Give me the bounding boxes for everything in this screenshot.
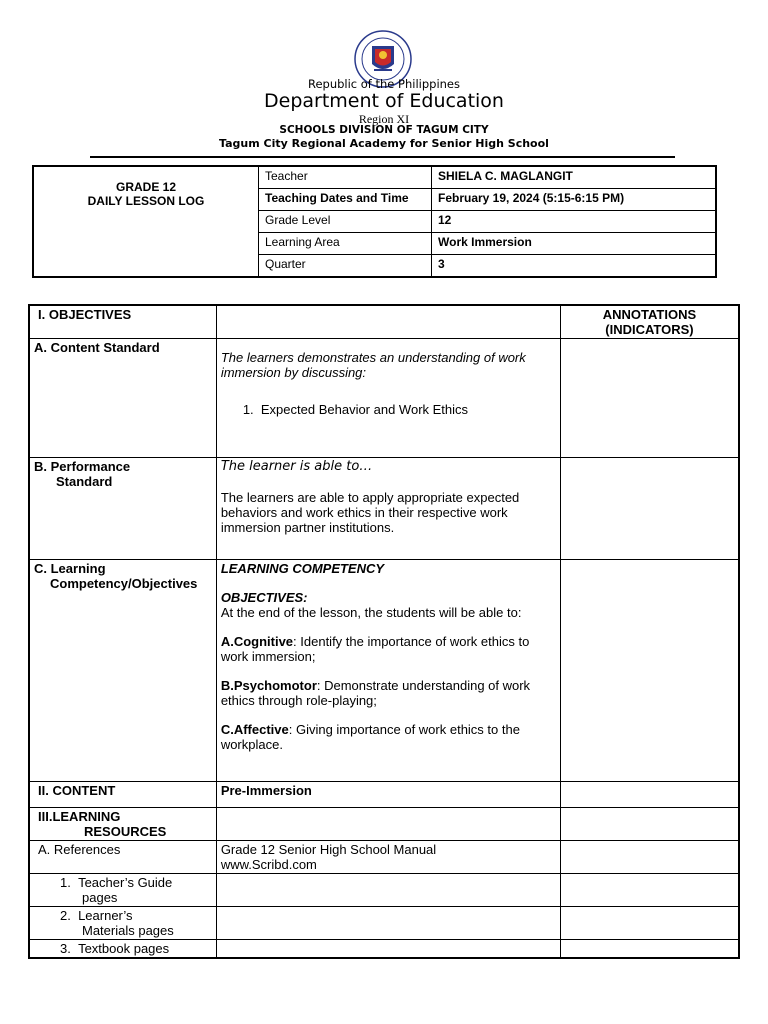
objectives-intro: At the end of the lesson, the students will be able to: [220, 605, 522, 620]
performance-text: The learners are able to apply appropriate expected behaviors and work ethics in their respective work immersion partner institutions. [220, 490, 520, 535]
info-value: February 19, 2024 (5:15-6:15 PM) [432, 189, 717, 211]
competency-heading: LEARNING COMPETENCY [220, 561, 385, 576]
department-title: Department of Education [264, 90, 504, 112]
objectives-blank-cell [216, 305, 560, 339]
content-value: Pre-Immersion [216, 782, 560, 808]
region-text: Region XI [358, 112, 410, 126]
annotations-header: ANNOTATIONS (INDICATORS) [560, 305, 739, 339]
resource-value-cell [216, 874, 560, 907]
info-label: Teaching Dates and Time [259, 189, 432, 211]
grade-log-cell [33, 166, 259, 277]
content-label: II. CONTENT [29, 782, 216, 808]
performance-lead: The learner is able to… [220, 459, 373, 474]
competency-cell [216, 560, 560, 782]
objectives-label: I. OBJECTIVES [29, 305, 216, 339]
content-standard-cell [216, 339, 560, 458]
grade-label: GRADE 12 [115, 180, 177, 194]
info-label: Quarter [259, 255, 432, 278]
resource-item: 3. Textbook pages [29, 940, 216, 959]
content-standard-text: The learners demonstrates an understanding of work immersion by discussing: [220, 350, 526, 380]
references-value: Grade 12 Senior High School Manual www.Scribd.com [216, 841, 560, 874]
affective-objective: C.Affective: Giving importance of work ethics to the workplace. [220, 722, 520, 752]
annotation-cell [560, 907, 739, 940]
cognitive-objective: A.Cognitive: Identify the importance of work ethics to work immersion; [220, 634, 530, 664]
header-divider [90, 156, 675, 158]
annotation-cell [560, 808, 739, 841]
republic-text: Republic of the Philippines [307, 77, 461, 91]
info-label: Learning Area [259, 233, 432, 255]
school-name: Tagum City Regional Academy for Senior High School [219, 137, 549, 150]
annotation-cell [560, 560, 739, 782]
lesson-info-table [32, 165, 717, 278]
annotation-cell [560, 339, 739, 458]
annotation-cell [560, 940, 739, 959]
lesson-plan-table [28, 304, 740, 959]
resource-item: 2. Learner’s Materials pages [29, 907, 216, 940]
content-standard-item: 1. Expected Behavior and Work Ethics [242, 402, 469, 417]
resource-value-cell [216, 907, 560, 940]
annotation-cell [560, 782, 739, 808]
annotation-cell [560, 841, 739, 874]
info-value: SHIELA C. MAGLANGIT [432, 166, 717, 189]
resource-item: 1. Teacher’s Guide pages [29, 874, 216, 907]
performance-standard-cell [216, 458, 560, 560]
competency-label: C. Learning Competency/Objectives [29, 560, 216, 782]
resource-value-cell [216, 940, 560, 959]
info-label: Grade Level [259, 211, 432, 233]
references-label: A. References [29, 841, 216, 874]
info-label: Teacher [259, 166, 432, 189]
info-value: 12 [432, 211, 717, 233]
division-text: SCHOOLS DIVISION OF TAGUM CITY [279, 124, 489, 136]
performance-standard-label: B. Performance Standard [29, 458, 216, 560]
annotation-cell [560, 874, 739, 907]
info-value: Work Immersion [432, 233, 717, 255]
annotation-cell [560, 458, 739, 560]
psychomotor-objective: B.Psychomotor: Demonstrate understanding of work ethics through role-playing; [220, 678, 531, 708]
resources-blank-cell [216, 808, 560, 841]
log-title: DAILY LESSON LOG [87, 194, 205, 208]
info-value: 3 [432, 255, 717, 278]
resources-label: III.LEARNING RESOURCES [29, 808, 216, 841]
content-standard-label: A. Content Standard [29, 339, 216, 458]
objectives-heading: OBJECTIVES: [220, 590, 308, 605]
